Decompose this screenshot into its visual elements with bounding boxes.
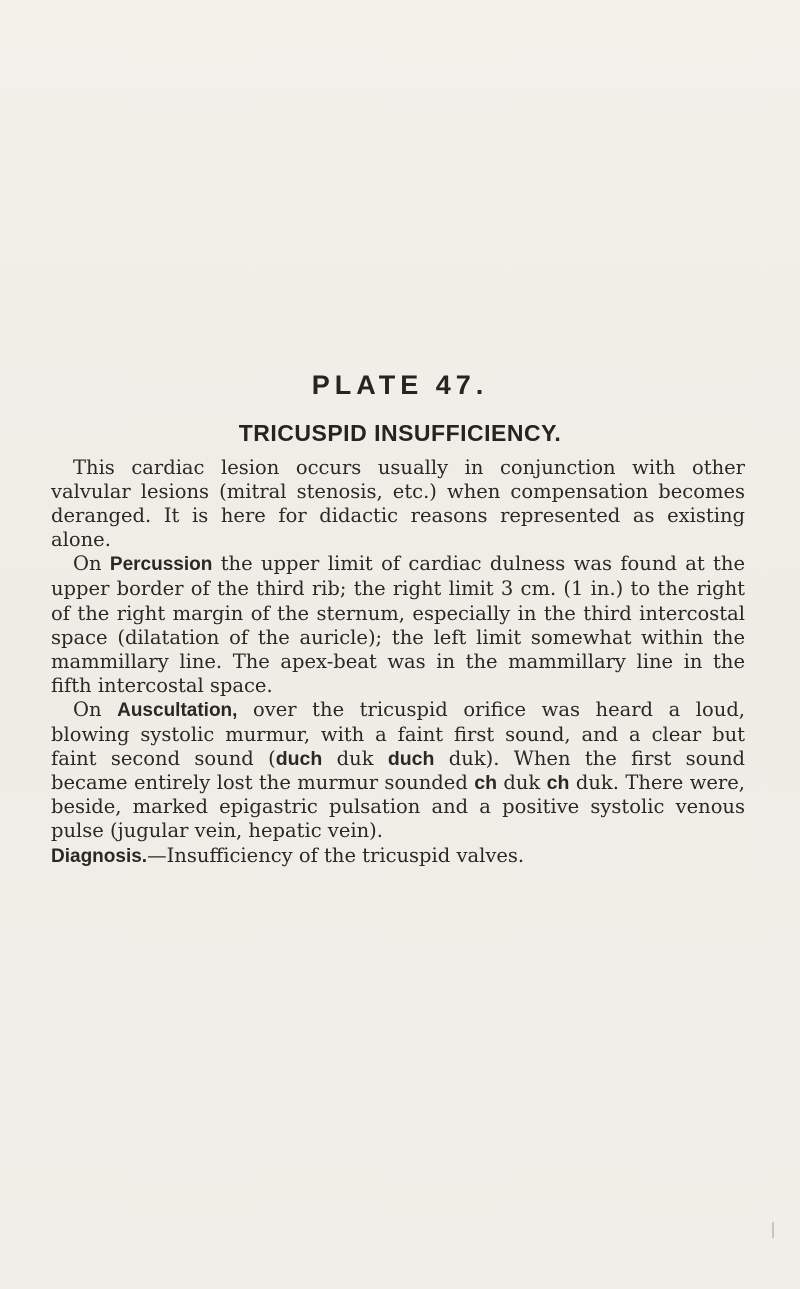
percussion-heading: Percussion <box>109 554 213 576</box>
scan-mark <box>772 1222 774 1238</box>
auscultation-text-5: duk. There were, beside, marked epigastric pulsation and a positive systolic venous pulse (jugular vein, hepatic vein). <box>51 771 745 843</box>
auscultation-text-1: over the tricuspid orifice was heard a loud, blowing systolic murmur, with a faint first sound, and a clear but faint second sound ( <box>51 697 745 771</box>
body-text <box>51 456 745 869</box>
diagnosis-heading: Diagnosis. <box>51 845 148 867</box>
plate-number: PLATE 47. <box>311 370 489 400</box>
auscultation-lead: On <box>73 697 102 721</box>
auscultation-text-3: duk). When the first sound became entirely lost the murmur sounded <box>51 747 745 795</box>
auscultation-text-2: duk <box>322 747 388 771</box>
sound-duch-2: duch <box>387 748 435 771</box>
auscultation-heading: Auscultation, <box>117 699 238 721</box>
plate-title: TRICUSPID INSUFFICIENCY. <box>238 420 562 446</box>
percussion-text: the upper limit of cardiac dulness was found at the upper border of the third rib; the right limit 3 cm. (1 in.) to the right of the right margin of the sternum, especially in the third intercostal space (dilatation of the auricle); the left limit somewhat within the mammillary line. The apex-beat was in the mammillary line in the fifth intercostal space. <box>51 552 745 697</box>
paragraph-percussion <box>51 552 745 698</box>
sound-duch-1: duch <box>275 748 323 771</box>
paragraph-diagnosis <box>51 844 745 869</box>
paragraph-intro: This cardiac lesion occurs usually in conjunction with other valvular lesions (mitral stenosis, etc.) when compensation becomes deranged. It is here for didactic reasons represented as existing alone. <box>51 456 745 552</box>
sound-ch-2: ch <box>546 772 570 795</box>
sound-ch-1: ch <box>474 772 497 795</box>
diagnosis-text: —Insufficiency of the tricuspid valves. <box>147 843 525 867</box>
auscultation-text-4: duk <box>496 771 547 795</box>
percussion-lead: On <box>73 552 102 576</box>
paragraph-auscultation <box>51 698 745 844</box>
